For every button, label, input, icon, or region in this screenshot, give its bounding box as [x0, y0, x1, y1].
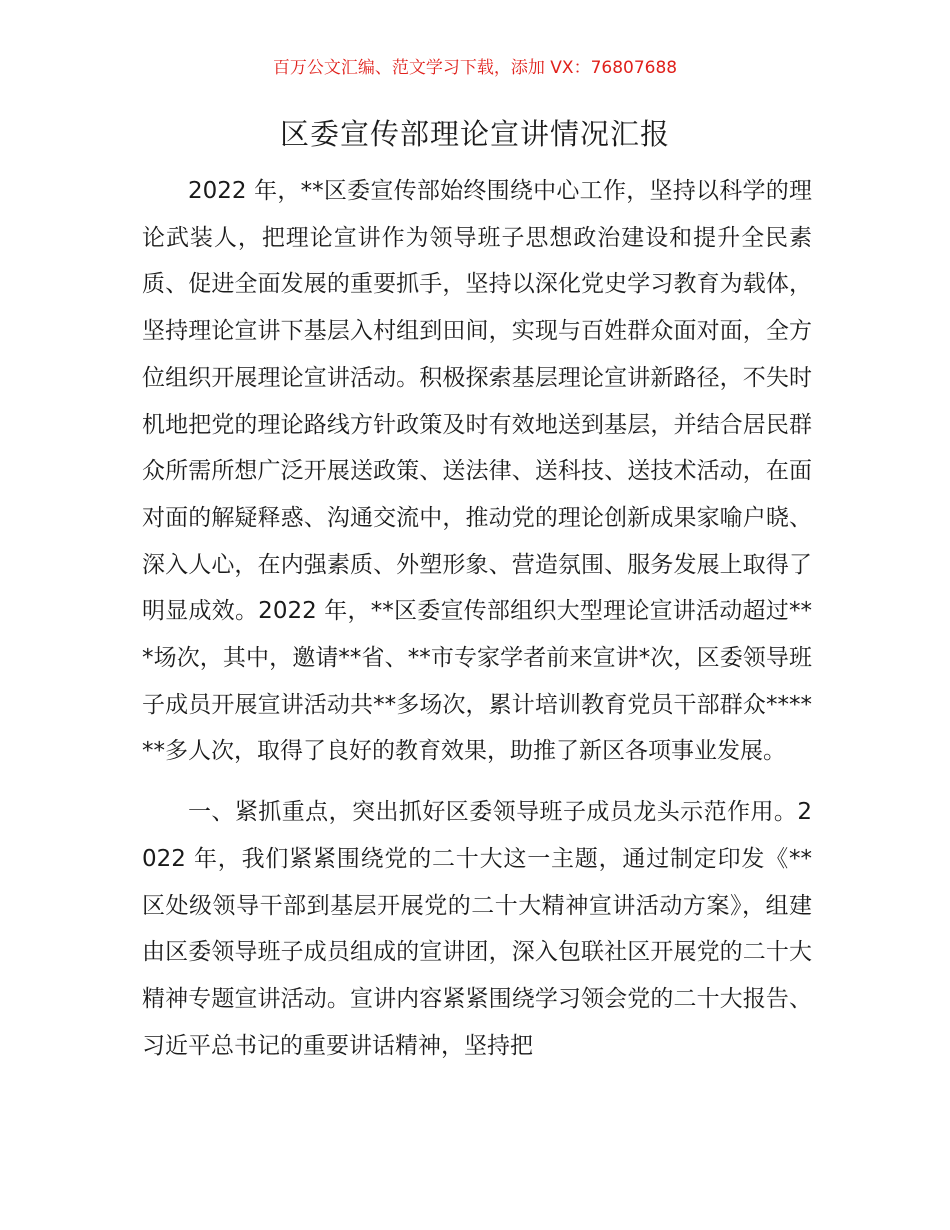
- paragraph: 一、紧抓重点，突出抓好区委领导班子成员龙头示范作用。2022 年，我们紧紧围绕党的二十大这一主题，通过制定印发《**区处级领导干部到基层开展党的二十大精神宣讲活动方案》，组建由区委领导班子成员组成的宣讲团，深入包联社区开展党的二十大精神专题宣讲活动。宣讲内容紧紧围绕学习领会党的二十大报告、习近平总书记的重要讲话精神，坚持把: [142, 799, 812, 1059]
- paragraph: 2022 年，**区委宣传部始终围绕中心工作，坚持以科学的理论武装人，把理论宣讲作为领导班子思想政治建设和提升全民素质、促进全面发展的重要抓手，坚持以深化党史学习教育为载体，坚持理论宣讲下基层入村组到田间，实现与百姓群众面对面，全方位组织开展理论宣讲活动。积极探索基层理论宣讲新路径，不失时机地把党的理论路线方针政策及时有效地送到基层，并结合居民群众所需所想广泛开展送政策、送法律、送科技、送技术活动，在面对面的解疑释惑、沟通交流中，推动党的理论创新成果家喻户晓、深入人心，在内强素质、外塑形象、营造氛围、服务发展上取得了明显成效。2022 年，**区委宣传部组织大型理论宣讲活动超过***场次，其中，邀请**省、**市专家学者前来宣讲*次，区委领导班子成员开展宣讲活动共**多场次，累计培训教育党员干部群众******多人次，取得了良好的教育效果，助推了新区各项事业发展。: [142, 178, 812, 765]
- promo-banner: 百万公文汇编、范文学习下载，添加 VX：76807688: [272, 58, 678, 78]
- document-body: [142, 168, 812, 1069]
- document-title: 区委宣传部理论宣讲情况汇报: [279, 117, 670, 151]
